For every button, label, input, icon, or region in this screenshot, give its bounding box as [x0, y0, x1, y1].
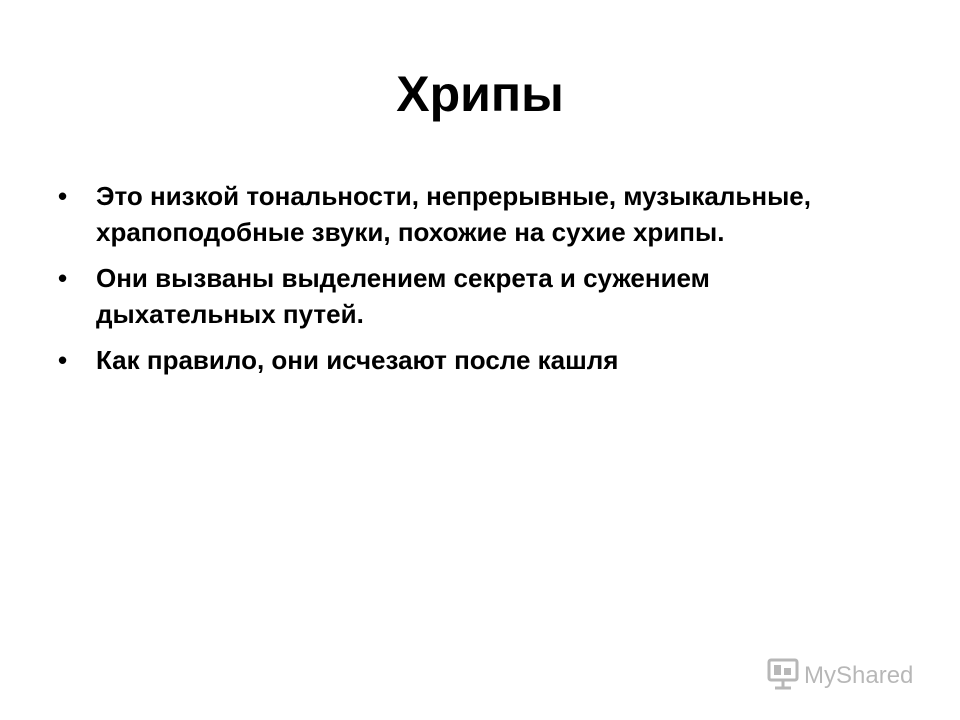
- bullet-list: [58, 178, 878, 388]
- svg-text:MyShared: MyShared: [804, 662, 914, 689]
- bullet-text: Как правило, они исчезают после кашля: [96, 345, 619, 375]
- bullet-symbol: •: [58, 345, 68, 375]
- bullet-item: [58, 260, 878, 332]
- bullet-item: [58, 342, 878, 378]
- bullet-text: Это низкой тональности, непрерывные, музыкальные, храпоподобные звуки, похожие на сухие хрипы.: [96, 181, 811, 247]
- bullet-symbol: •: [58, 263, 68, 293]
- myshared-logo-icon: [766, 654, 926, 694]
- bullet-symbol: •: [58, 181, 68, 211]
- slide-title: Хрипы: [396, 66, 564, 122]
- bullet-item: [58, 178, 878, 250]
- bullet-text: Они вызваны выделением секрета и сужением дыхательных путей.: [96, 263, 710, 329]
- myshared-watermark: [766, 654, 926, 694]
